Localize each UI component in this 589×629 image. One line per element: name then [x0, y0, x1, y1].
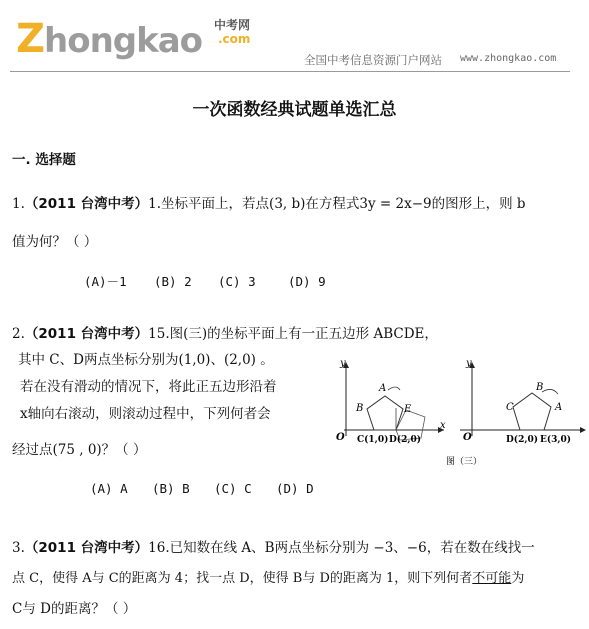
- logo-wordmark: [16, 16, 202, 62]
- q1-line1: [12, 196, 526, 212]
- logo-z-letter: Z: [16, 16, 45, 62]
- document-title: 一次函数经典试题单选汇总: [192, 100, 397, 120]
- q1-text: 1.坐标平面上，若点(3, b)在方程式3y = 2x−9的图形上，则 b: [148, 196, 526, 212]
- q2-source: （2011 台湾中考）: [24, 326, 149, 342]
- left-b-label: B: [356, 403, 364, 414]
- q2-line1: [12, 326, 438, 342]
- right-c-label: C: [506, 402, 514, 413]
- q2-line3: 若在没有滑动的情况下，将此正五边形沿着: [20, 379, 277, 395]
- q3-underlined-text: 不可能: [472, 571, 512, 586]
- q3-line1: [12, 540, 535, 556]
- figure-caption: 图（三）: [446, 457, 483, 467]
- q2-option-c: (C) C: [214, 481, 252, 496]
- left-y-label: y: [340, 358, 346, 369]
- q3-line3: C与 D的距离？（ ）: [12, 601, 137, 617]
- left-origin-label: O: [336, 432, 345, 443]
- section-heading: 一. 选择题: [12, 152, 76, 168]
- left-e-label: E: [404, 404, 412, 415]
- right-a-label: A: [555, 402, 563, 413]
- q2-line5: 经过点(75 , 0)？（ ）: [12, 442, 147, 458]
- q3-text: 16.已知数在线 A、B两点坐标分别为 −3、−6，若在数在线找一: [148, 540, 535, 556]
- q3-text-2-end: 为: [511, 571, 525, 586]
- right-origin-label: O: [463, 432, 472, 443]
- header-divider: [10, 71, 570, 72]
- q1-source: （2011 台湾中考）: [24, 196, 149, 212]
- right-b-label: B: [536, 382, 544, 393]
- q3-line2: [12, 571, 524, 587]
- q2-option-b: (B) B: [152, 481, 190, 496]
- left-d-label: D(2,0): [389, 435, 421, 445]
- q1-option-d: (D) 9: [288, 274, 326, 289]
- q3-text-2: 点 C，使得 A与 C的距离为 4；找一点 D，使得 B与 D的距离为 1，则下列何者: [12, 571, 473, 586]
- q2-text: 15.图(三)的坐标平面上有一正五边形 ABCDE，: [148, 326, 438, 342]
- right-x-arrow-icon: [580, 427, 586, 433]
- left-x-label: x: [440, 420, 446, 431]
- left-rotation-arrow-icon: [388, 387, 400, 390]
- pentagon-figure: [326, 350, 588, 468]
- logo-domain: .com: [218, 32, 251, 46]
- q1-number: 1.: [12, 196, 25, 212]
- q2-option-a: (A) A: [90, 481, 128, 496]
- q2-option-d: (D) D: [276, 481, 314, 496]
- logo-rest: hongkao: [44, 21, 203, 61]
- left-a-label: A: [379, 383, 387, 394]
- q1-option-c: (C) 3: [218, 274, 256, 289]
- q1-line2: 值为何？（ ）: [12, 234, 98, 250]
- q1-option-a: (A)－1: [84, 274, 127, 289]
- q3-number: 3.: [12, 540, 25, 556]
- logo-chinese: 中考网: [214, 18, 251, 32]
- q1-option-b: (B) 2: [154, 274, 192, 289]
- site-logo[interactable]: [12, 10, 262, 60]
- left-pentagon: [367, 396, 403, 430]
- q2-options: [90, 481, 314, 496]
- q2-line2: 其中 C、D两点坐标分别为(1,0)、(2,0) 。: [18, 352, 274, 368]
- left-c-label: C(1,0): [357, 435, 389, 445]
- right-d-label: D(2,0): [506, 435, 538, 445]
- site-url[interactable]: www.zhongkao.com: [460, 53, 557, 64]
- right-pentagon: [513, 393, 551, 430]
- q3-source: （2011 台湾中考）: [24, 540, 149, 556]
- q1-options: [84, 272, 326, 290]
- q2-line4: x轴向右滚动，则滚动过程中，下列何者会: [20, 406, 271, 422]
- site-tagline: 全国中考信息资源门户网站: [304, 53, 442, 67]
- right-rotation-arrow-icon: [542, 389, 558, 394]
- right-y-label: y: [466, 358, 472, 369]
- right-e-label: E(3,0): [540, 435, 572, 445]
- q2-number: 2.: [12, 326, 25, 342]
